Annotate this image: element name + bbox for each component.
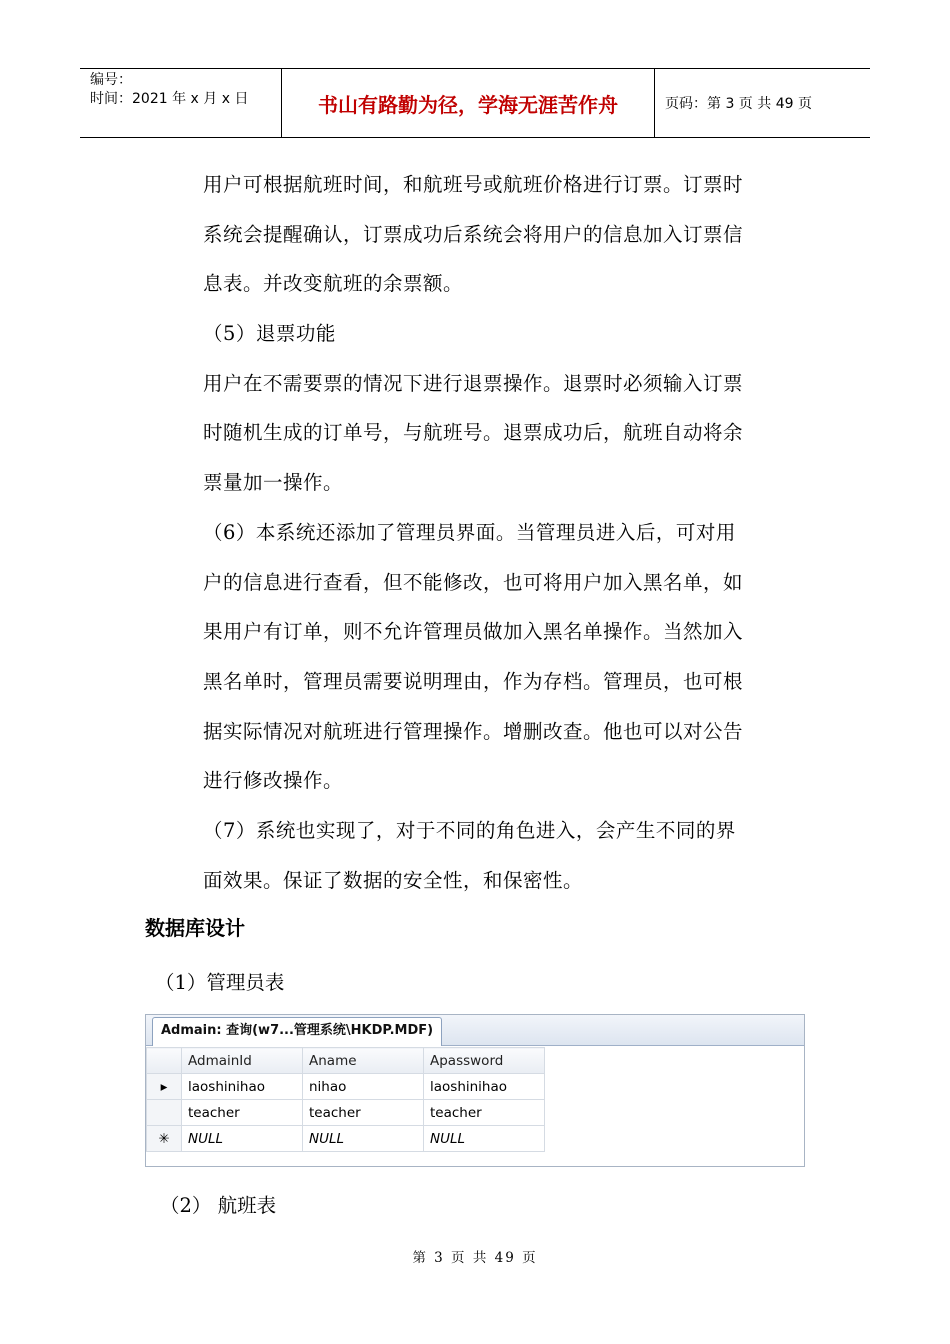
new-row[interactable] (147, 1126, 545, 1152)
text-line: 时随机生成的订单号，与航班号。退票成功后，航班自动将余 (203, 421, 744, 445)
text-line: 面效果。保证了数据的安全性，和保密性。 (203, 868, 584, 892)
column-header[interactable]: Apassword (424, 1048, 545, 1074)
header-page-info: 页码：第 3 页 共 49 页 (665, 96, 812, 112)
grid-cell[interactable]: teacher (424, 1100, 545, 1126)
table-row[interactable] (147, 1074, 545, 1100)
row-selector[interactable] (147, 1100, 182, 1126)
db-design-heading: 数据库设计 (145, 916, 245, 940)
text-line: 用户在不需要票的情况下进行退票操作。退票时必须输入订票 (203, 371, 744, 395)
text-line: 果用户有订单，则不允许管理员做加入黑名单操作。当然加入 (203, 620, 744, 644)
text-line: 黑名单时，管理员需要说明理由，作为存档。管理员，也可根 (203, 670, 744, 694)
text-line: 票量加一操作。 (203, 471, 344, 495)
header-number: 编号： (90, 72, 132, 88)
grid-cell[interactable]: nihao (303, 1074, 424, 1100)
section-refund (203, 309, 813, 508)
results-grid (146, 1047, 545, 1152)
flight-table-caption: （2） 航班表 (160, 1194, 277, 1217)
grid-cell[interactable]: teacher (182, 1100, 303, 1126)
query-tab[interactable]: Admain: 查询(w7...管理系统\HKDP.MDF) (152, 1017, 442, 1046)
header-motto: 书山有路勤为径，学海无涯苦作舟 (282, 69, 655, 137)
grid-header-row (147, 1048, 545, 1074)
page-header (80, 68, 870, 138)
page-footer: 第 3 页 共 49 页 (412, 1250, 538, 1266)
text-line: （6）本系统还添加了管理员界面。当管理员进入后，可对用 (203, 521, 736, 544)
grid-cell[interactable]: NULL (303, 1126, 424, 1152)
grid-cell[interactable]: NULL (424, 1126, 545, 1152)
grid-cell[interactable]: NULL (182, 1126, 303, 1152)
text-line: （7）系统也实现了，对于不同的角色进入，会产生不同的界 (203, 819, 736, 842)
admin-table-caption: （1）管理员表 (155, 971, 285, 994)
text-line: 息表。并改变航班的余票额。 (203, 272, 464, 296)
tab-bar (146, 1015, 804, 1046)
grid-cell[interactable]: laoshinihao (424, 1074, 545, 1100)
table-row[interactable] (147, 1100, 545, 1126)
paragraph-booking (203, 160, 813, 309)
column-header[interactable]: Aname (303, 1048, 424, 1074)
new-row-asterisk-icon[interactable]: ✳ (147, 1126, 182, 1152)
grid-cell[interactable]: laoshinihao (182, 1074, 303, 1100)
section-admin (203, 508, 813, 806)
section-roles (203, 806, 813, 905)
header-time: 时间：2021 年 x 月 x 日 (90, 91, 249, 107)
current-row-arrow-icon[interactable]: ▸ (147, 1074, 182, 1100)
text-line: 系统会提醒确认，订票成功后系统会将用户的信息加入订票信 (203, 222, 744, 246)
text-line: 户的信息进行查看，但不能修改，也可将用户加入黑名单，如 (203, 570, 744, 594)
grid-cell[interactable]: teacher (303, 1100, 424, 1126)
section-title: （5）退票功能 (203, 322, 336, 345)
query-result-window (145, 1014, 805, 1167)
text-line: 用户可根据航班时间，和航班号或航班价格进行订票。订票时 (203, 173, 744, 196)
text-line: 据实际情况对航班进行管理操作。增删改查。他也可以对公告 (203, 719, 744, 743)
row-selector-header[interactable] (147, 1048, 182, 1074)
header-meta (80, 69, 282, 137)
column-header[interactable]: AdmainId (182, 1048, 303, 1074)
text-line: 进行修改操作。 (203, 769, 344, 793)
